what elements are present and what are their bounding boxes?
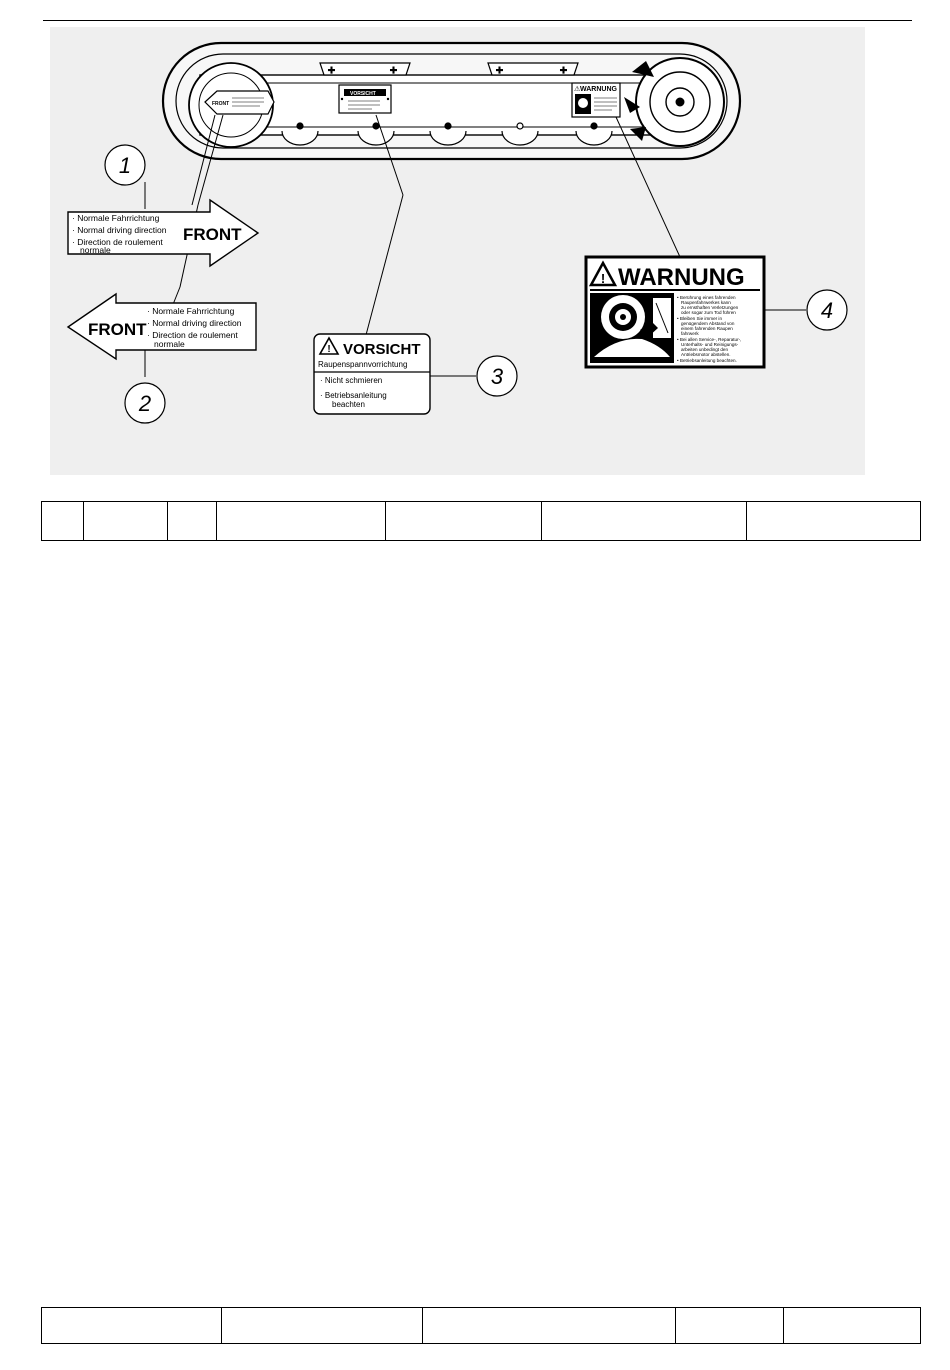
label-2-front-arrow-left [68,294,256,359]
label-4-bullet-5: genügendem Abstand von [681,321,735,326]
label-4-bullet-4: • Bleiben Sie immer in [677,316,723,321]
label-3-title: VORSICHT [343,341,421,358]
svg-text:+: + [560,63,568,77]
header-cell-1 [42,502,84,541]
track-caution-decal [339,85,391,113]
track-front-decal-text: FRONT [212,101,230,107]
label-2-line-2: · Normal driving direction [147,318,242,328]
label-4-warning-sign [586,257,764,367]
callout-2-number: 2 [138,391,152,416]
label-2-line-1: · Normale Fahrrichtung [147,306,235,316]
svg-text:+: + [496,63,504,77]
track-warning-decal-text: WARNUNG [580,86,617,93]
callout-1 [105,145,145,185]
label-2-line-4: normale [154,339,185,349]
callout-1-number: 1 [118,153,132,178]
footer-cell-1 [42,1308,222,1344]
footer-cell-5 [784,1308,921,1344]
header-cell-4 [217,502,386,541]
track-front-decal [205,91,274,114]
label-4-title: WARNUNG [618,264,745,291]
svg-text:!: ! [600,271,606,286]
label-2-front-text: FRONT [88,320,147,339]
svg-text:⚠: ⚠ [574,86,581,93]
label-4-bullet-12: • Betriebsanleitung beachten. [677,358,737,363]
label-4-bullet-11: Antriebsmotor abstellen. [681,352,731,357]
label-3-item-1: · Nicht schmieren [320,376,383,385]
label-4-bullet-9: Unterhalts- und Reinigungs- [681,342,739,347]
callout-3 [477,356,517,396]
label-4-bullet-0: • Berührung eines fahrenden [677,295,736,300]
footer-table-row [42,1308,921,1344]
label-1-line-3: · Direction de roulement [72,237,163,247]
callout-4-number: 4 [820,298,834,323]
label-4-bullet-7: fahrwerk [681,331,699,336]
svg-text:!: ! [327,344,331,355]
svg-text:+: + [390,63,398,77]
header-table [41,501,921,541]
track-decal-drawing [50,27,865,475]
callout-2 [125,383,165,423]
svg-text:+: + [328,63,336,77]
label-4-bullet-3: oder sogar zum Tod führen [681,310,736,315]
footer-cell-4 [676,1308,784,1344]
label-4-bullet-1: Raupenfahrwerkes kann [681,300,731,305]
label-1-front-arrow-right [68,200,258,266]
label-3-item-2: · Betriebsanleitung [320,391,387,400]
label-1-line-4: normale [80,245,111,255]
label-1-line-2: · Normal driving direction [72,225,167,235]
track-caution-decal-text: VORSICHT [350,91,376,97]
header-cell-7 [747,502,921,541]
sprocket-hand-crush-icon [590,293,674,363]
label-1-line-1: · Normale Fahrrichtung [72,213,160,223]
label-1-front-text: FRONT [183,225,242,244]
top-rule [43,20,912,21]
footer-table [41,1307,921,1344]
header-table-row [42,502,921,541]
header-cell-3 [168,502,217,541]
track-decal-figure [50,27,865,475]
label-4-bullet-8: • Bei allen Service-, Reparatur-, [677,337,742,342]
track-warning-decal [572,83,620,117]
header-cell-6 [542,502,747,541]
label-3-subtitle: Raupenspannvorrichtung [318,360,408,369]
label-3-caution-sign [314,334,430,414]
footer-cell-3 [423,1308,676,1344]
label-4-bullet-10: arbeiten unbedingt den [681,347,728,352]
label-4-bullet-6: einem fahrenden Raupen [681,326,733,331]
footer-cell-2 [222,1308,423,1344]
label-4-bullet-2: zu ernsthaften Verletzungen [681,305,739,310]
callout-3-number: 3 [490,364,504,389]
header-cell-5 [386,502,542,541]
header-cell-2 [84,502,168,541]
label-2-line-3: · Direction de roulement [147,330,238,340]
callout-4 [807,290,847,330]
drive-sprocket [624,58,724,146]
label-3-item-3: beachten [332,400,365,409]
